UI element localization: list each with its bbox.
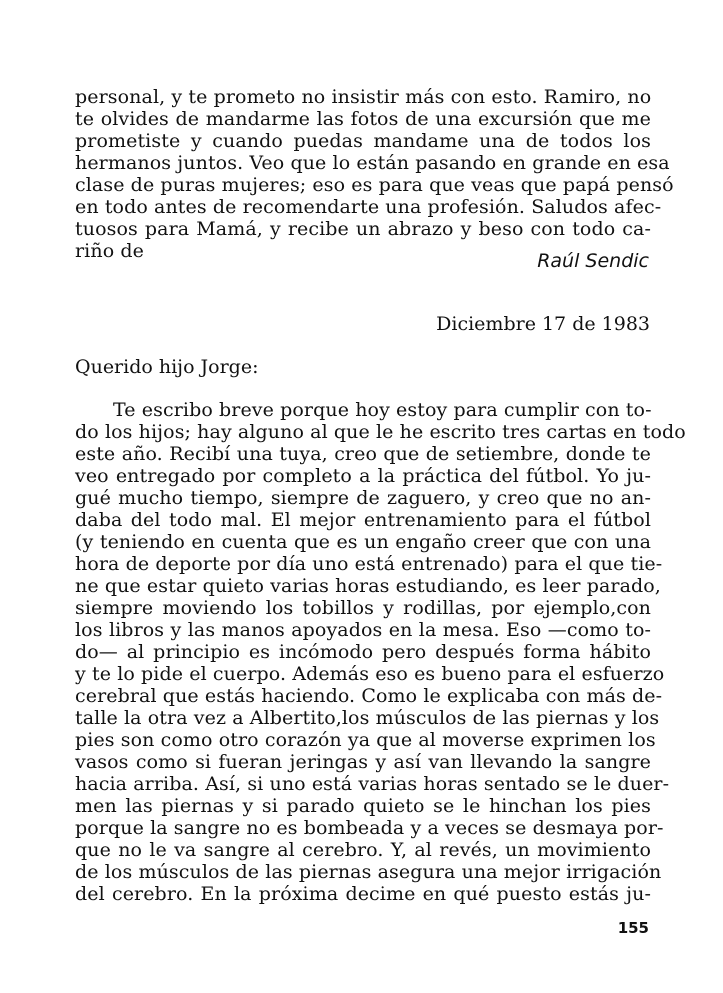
text-line: men las piernas y si parado quieto se le hinchan los pies — [75, 795, 651, 817]
text-line: riño de — [75, 240, 144, 262]
text-line: personal, y te prometo no insistir más con esto. Ramiro, no — [75, 86, 652, 108]
text-line: te olvides de mandarme las fotos de una excursión que me — [75, 108, 651, 130]
text-line: que no le va sangre al cerebro. Y, al revés, un movimiento — [75, 839, 651, 861]
text-line: hacia arriba. Así, si uno está varias horas sentado se le duer- — [75, 773, 670, 795]
text-line: tuosos para Mamá, y recibe un abrazo y beso con todo ca- — [75, 218, 651, 240]
text-line: ne que estar quieto varias horas estudiando, es leer parado, — [75, 575, 661, 597]
text-line: este año. Recibí una tuya, creo que de setiembre, donde te — [75, 443, 651, 465]
salutation: Querido hijo Jorge: — [75, 356, 259, 378]
text-line: talle la otra vez a Albertito,los músculos de las piernas y los — [75, 707, 660, 729]
text-line: clase de puras mujeres; eso es para que veas que papá pensó — [75, 174, 674, 196]
page-number: 155 — [617, 919, 649, 937]
letter-date: Diciembre 17 de 1983 — [436, 313, 650, 335]
text-line: daba del todo mal. El mejor entrenamiento para el fútbol — [75, 509, 651, 531]
previous-letter-body — [75, 86, 674, 262]
text-line: en todo antes de recomendarte una profesión. Saludos afec- — [75, 196, 662, 218]
text-line: do— al principio es incómodo pero después forma hábito — [75, 641, 651, 663]
text-line: hermanos juntos. Veo que lo están pasando en grande en esa — [75, 152, 670, 174]
text-line: do los hijos; hay alguno al que le he escrito tres cartas en todo — [75, 421, 686, 443]
signature: Raúl Sendic — [537, 250, 649, 272]
text-line: del cerebro. En la próxima decime en qué puesto estás ju- — [75, 883, 651, 905]
text-line: gué mucho tiempo, siempre de zaguero, y creo que no an- — [75, 487, 651, 509]
text-line: de los músculos de las piernas asegura una mejor irrigación — [75, 861, 662, 883]
text-line: siempre moviendo los tobillos y rodillas, por ejemplo,con — [75, 597, 651, 619]
letter-body — [75, 399, 686, 905]
text-line: cerebral que estás haciendo. Como le explicaba con más de- — [75, 685, 663, 707]
text-line: vasos como si fueran jeringas y así van llevando la sangre — [75, 751, 651, 773]
text-line: prometiste y cuando puedas mandame una de todos los — [75, 130, 651, 152]
text-line: los libros y las manos apoyados en la mesa. Eso —como to- — [75, 619, 651, 641]
text-line: Te escribo breve porque hoy estoy para cumplir con to- — [113, 399, 652, 421]
text-line: veo entregado por completo a la práctica del fútbol. Yo ju- — [75, 465, 651, 487]
text-line: (y teniendo en cuenta que es un engaño creer que con una — [75, 531, 651, 553]
text-line: y te lo pide el cuerpo. Además eso es bueno para el esfuerzo — [75, 663, 665, 685]
text-line: hora de deporte por día uno está entrenado) para el que tie- — [75, 553, 663, 575]
text-line: pies son como otro corazón ya que al moverse exprimen los — [75, 729, 656, 751]
text-line: porque la sangre no es bombeada y a veces se desmaya por- — [75, 817, 664, 839]
